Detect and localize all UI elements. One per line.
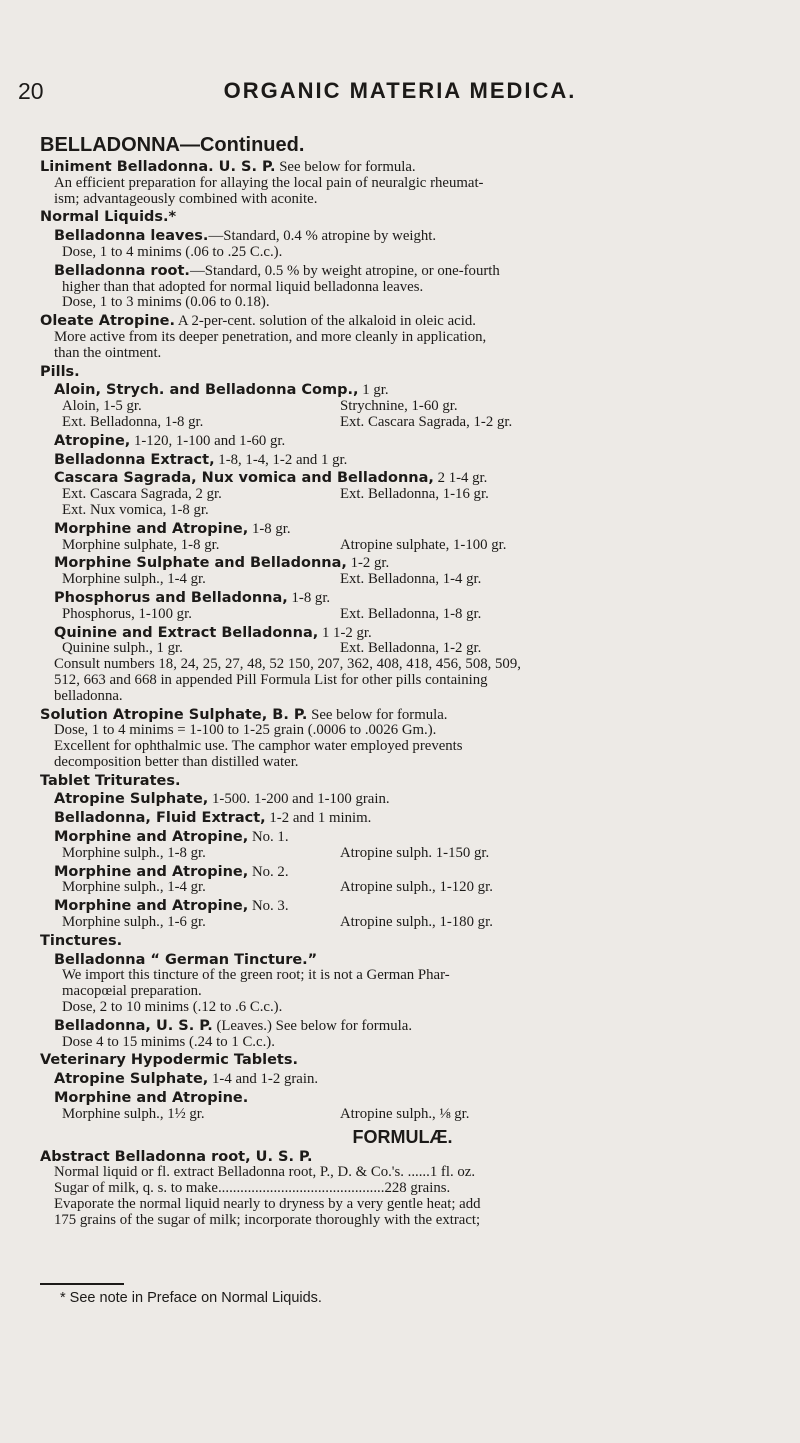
text-line: ism; advantageously combined with aconite.: [54, 190, 318, 207]
oleate-heading-line: [40, 314, 785, 330]
ingredient-row: [40, 880, 785, 896]
ingredient: Morphine sulph., 1-4 gr.: [62, 879, 206, 896]
veterinary-heading-line: [40, 1053, 785, 1069]
ingredient: Atropine sulph., ⅛ gr.: [340, 1105, 470, 1122]
item-title: Morphine and Atropine,: [54, 863, 249, 880]
item-dose: 1-8 gr.: [287, 589, 331, 606]
ingredient: Aloin, 1-5 gr.: [62, 398, 142, 415]
oleate-text: A 2-per-cent. solution of the alkaloid in oleic acid.: [175, 313, 476, 330]
text-line: Dose, 1 to 4 minims (.06 to .25 C.c.).: [62, 243, 283, 260]
item-dose: 1-2 gr.: [346, 555, 390, 572]
root-line: [40, 264, 785, 280]
ingredient: Phosphorus, 1-100 gr.: [62, 605, 192, 622]
text-line: We import this tincture of the green root; it is not a German Phar-: [62, 967, 450, 984]
pills-heading-line: [40, 365, 785, 381]
item-title: Atropine Sulphate,: [54, 791, 209, 808]
ingredient: Atropine sulphate, 1-100 gr.: [340, 536, 507, 553]
text-line: 175 grains of the sugar of milk; incorporate thoroughly with the extract;: [54, 1211, 481, 1228]
ingredient: Ext. Belladonna, 1-8 gr.: [62, 413, 204, 430]
pill-item: [40, 522, 785, 538]
item-title: Morphine and Atropine,: [54, 898, 249, 915]
ingredient: Atropine sulph. 1-150 gr.: [340, 844, 490, 861]
text-line: Normal liquid or fl. extract Belladonna root, P., D. & Co.'s. ......1 fl. oz.: [54, 1164, 476, 1181]
ingredient: Morphine sulph., 1½ gr.: [62, 1105, 205, 1122]
item-dose: 1-4 and 1-2 grain.: [208, 1071, 319, 1088]
item-dose: 2 1-4 gr.: [433, 470, 488, 487]
tablet-triturates-heading: Tablet Triturates.: [40, 772, 181, 789]
ingredient-row: [40, 503, 785, 519]
formulae-heading: FORMULÆ.: [352, 1126, 453, 1147]
item-title: Morphine Sulphate and Belladonna,: [54, 555, 347, 572]
item-dose: 1-120, 1-100 and 1-60 gr.: [130, 432, 286, 449]
tablet-item: [40, 899, 785, 915]
item-dose: 1 1-2 gr.: [318, 624, 372, 641]
ingredient-row: [40, 487, 785, 503]
item-title: Belladonna leaves.: [54, 228, 209, 245]
ingredient-row: [40, 415, 785, 431]
text-line: Dose, 1 to 3 minims (0.06 to 0.18).: [62, 294, 270, 311]
oleate-heading: Oleate Atropine.: [40, 313, 176, 330]
text-line: Sugar of milk, q. s. to make.............................................228 grains.: [54, 1180, 451, 1197]
page-number: 20: [18, 78, 44, 104]
pill-item: [40, 453, 785, 469]
ingredient: Morphine sulph., 1-6 gr.: [62, 914, 206, 931]
tinctures-heading-line: [40, 934, 785, 950]
ingredient: Ext. Cascara Sagrada, 1-2 gr.: [340, 413, 513, 430]
veterinary-item: [40, 1091, 785, 1107]
ingredient-row: [40, 1107, 785, 1123]
tablet-item: [40, 830, 785, 846]
ingredient-row: [40, 538, 785, 554]
item-dose: No. 1.: [248, 829, 289, 846]
item-dose: 1-8 gr.: [248, 520, 291, 537]
text-line: decomposition better than distilled water.: [54, 753, 299, 770]
item-dose: 1-2 and 1 minim.: [265, 810, 372, 827]
footnote-rule: [40, 1283, 124, 1285]
normal-liquids-heading-line: [40, 210, 785, 226]
pill-item: [40, 471, 785, 487]
ingredient-row: [40, 399, 785, 415]
liniment-heading: Liniment Belladonna. U. S. P.: [40, 159, 276, 175]
solution-heading-line: [40, 708, 785, 724]
text-line: 512, 663 and 668 in appended Pill Formula List for other pills containing: [54, 671, 488, 688]
pill-item: [40, 626, 785, 642]
ingredient: Ext. Belladonna, 1-4 gr.: [340, 571, 482, 588]
veterinary-item: [40, 1072, 785, 1088]
item-title: Phosphorus and Belladonna,: [54, 589, 288, 606]
item-text: —Standard, 0.5 % by weight atropine, or one-fourth: [189, 262, 500, 279]
tablet-triturates-heading-line: [40, 774, 785, 790]
text-line: Excellent for ophthalmic use. The camphor water employed prevents: [54, 738, 463, 755]
solution-heading: Solution Atropine Sulphate, B. P.: [40, 706, 308, 723]
ingredient-row: [40, 846, 785, 862]
ingredient: Atropine sulph., 1-120 gr.: [340, 879, 493, 896]
item-title: Atropine Sulphate,: [54, 1071, 209, 1088]
liniment-ref: See below for formula.: [275, 159, 416, 175]
tablet-item: [40, 865, 785, 881]
text-line: Dose, 2 to 10 minims (.12 to .6 C.c.).: [62, 999, 283, 1016]
item-ref: (Leaves.) See below for formula.: [212, 1017, 413, 1034]
item-dose: 1 gr.: [358, 382, 389, 399]
ingredient: Morphine sulphate, 1-8 gr.: [62, 536, 220, 553]
item-title: Quinine and Extract Belladonna,: [54, 624, 319, 641]
ingredient: Ext. Cascara Sagrada, 2 gr.: [62, 486, 222, 503]
leaves-line: [40, 229, 785, 245]
text-line: An efficient preparation for allaying the local pain of neuralgic rheumat-: [54, 174, 484, 191]
item-title: Cascara Sagrada, Nux vomica and Belladonna,: [54, 470, 434, 487]
item-text: —Standard, 0.4 % atropine by weight.: [208, 228, 437, 245]
ingredient-row: [40, 641, 785, 657]
item-title: Aloin, Strych. and Belladonna Comp.,: [54, 382, 359, 399]
page-header: [0, 78, 800, 108]
pill-item: [40, 591, 785, 607]
tablet-item: [40, 792, 785, 808]
tablet-item: [40, 811, 785, 827]
pill-item: [40, 556, 785, 572]
veterinary-heading: Veterinary Hypodermic Tablets.: [40, 1052, 298, 1069]
tinctures-heading: Tinctures.: [40, 932, 123, 949]
ingredient-row: [40, 915, 785, 931]
ingredient-row: [40, 572, 785, 588]
text-line: macopœial preparation.: [62, 983, 202, 1000]
abstract-heading-line: [40, 1150, 785, 1166]
item-dose: No. 2.: [248, 863, 289, 880]
text-line: More active from its deeper penetration, and more cleanly in application,: [54, 328, 487, 345]
item-title: Belladonna Extract,: [54, 451, 215, 468]
item-title: Belladonna “ German Tincture.”: [54, 951, 318, 968]
liniment-heading-line: [40, 160, 785, 176]
text-line: Dose, 1 to 4 minims = 1-100 to 1-25 grain (.0006 to .0026 Gm.).: [54, 722, 437, 739]
solution-ref: See below for formula.: [307, 706, 448, 723]
running-title: ORGANIC MATERIA MEDICA.: [223, 78, 577, 103]
item-title: Belladonna root.: [54, 262, 190, 279]
abstract-heading: Abstract Belladonna root, U. S. P.: [40, 1148, 313, 1165]
page-content: [40, 133, 785, 1229]
item-title: Morphine and Atropine,: [54, 520, 249, 537]
item-title: Morphine and Atropine,: [54, 829, 249, 846]
item-title: Atropine,: [54, 432, 131, 449]
text-line: Dose 4 to 15 minims (.24 to 1 C.c.).: [62, 1033, 275, 1050]
text-line: higher than that adopted for normal liquid belladonna leaves.: [62, 278, 424, 295]
item-title: Belladonna, U. S. P.: [54, 1017, 213, 1034]
footnote: * See note in Preface on Normal Liquids.: [60, 1290, 322, 1306]
ingredient: Ext. Belladonna, 1-16 gr.: [340, 486, 489, 503]
ingredient: Strychnine, 1-60 gr.: [340, 398, 458, 415]
ingredient: Quinine sulph., 1 gr.: [62, 640, 183, 657]
pill-item: [40, 434, 785, 450]
pills-heading: Pills.: [40, 363, 80, 380]
item-title: Morphine and Atropine.: [54, 1090, 249, 1107]
ingredient: Morphine sulph., 1-4 gr.: [62, 571, 206, 588]
item-dose: 1-8, 1-4, 1-2 and 1 gr.: [214, 451, 348, 468]
ingredient: Ext. Belladonna, 1-8 gr.: [340, 605, 482, 622]
item-dose: 1-500. 1-200 and 1-100 grain.: [208, 791, 390, 808]
normal-liquids-heading: Normal Liquids.*: [40, 209, 177, 226]
ingredient: Atropine sulph., 1-180 gr.: [340, 914, 493, 931]
text-line: Evaporate the normal liquid nearly to dryness by a very gentle heat; add: [54, 1196, 481, 1213]
usp-tincture-line: [40, 1019, 785, 1035]
item-dose: No. 3.: [248, 898, 289, 915]
item-title: Belladonna, Fluid Extract,: [54, 810, 266, 827]
section-title: BELLADONNA—Continued.: [40, 134, 305, 156]
text-line: Consult numbers 18, 24, 25, 27, 48, 52 150, 207, 362, 408, 418, 456, 508, 509,: [54, 656, 521, 673]
ingredient-row: [40, 607, 785, 623]
ingredient: Morphine sulph., 1-8 gr.: [62, 844, 206, 861]
text-line: than the ointment.: [54, 344, 162, 361]
text-line: belladonna.: [54, 687, 123, 704]
german-tincture-line: [40, 953, 785, 969]
pill-item: [40, 383, 785, 399]
ingredient: Ext. Nux vomica, 1-8 gr.: [62, 501, 209, 518]
ingredient: Ext. Belladonna, 1-2 gr.: [340, 640, 482, 657]
